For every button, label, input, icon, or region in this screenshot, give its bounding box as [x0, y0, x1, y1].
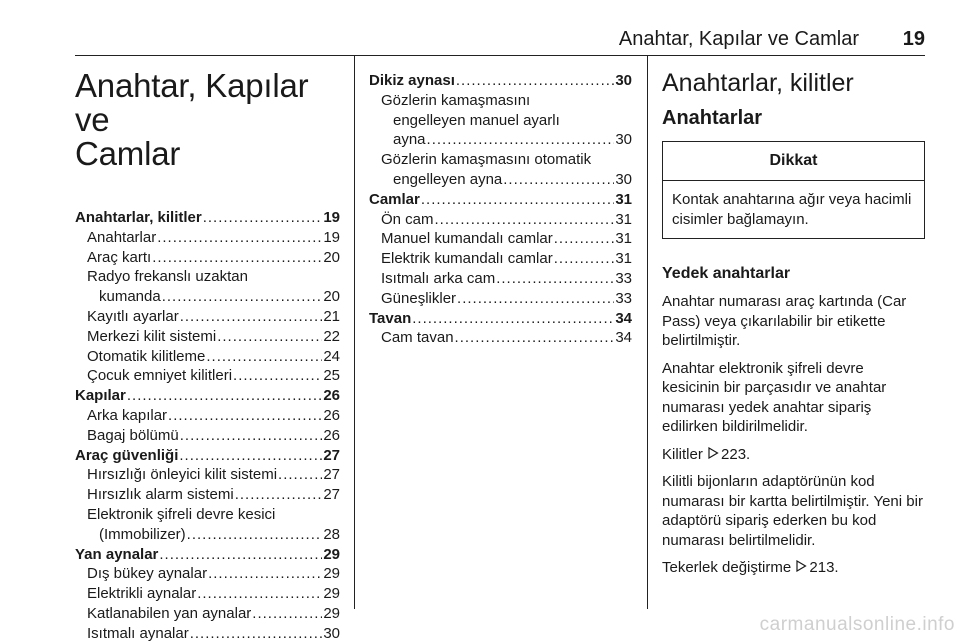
section-title: Anahtarlar, kilitler — [662, 69, 854, 97]
toc-item[interactable]: Gözlerin kamaşmasını engelleyen manuel ayarlı ayna ..... 30 — [369, 91, 632, 150]
toc-section-kapilar[interactable]: Kapılar ..... 26 — [75, 386, 340, 406]
toc-item[interactable]: Çocuk emniyet kilitleri ..... 25 — [75, 366, 340, 386]
toc-section-dikiz-aynasi[interactable]: Dikiz aynası ..... 30 — [369, 71, 632, 91]
page-reference-link[interactable]: 213. — [809, 559, 839, 576]
toc-item[interactable]: Kayıtlı ayarlar ..... 21 — [75, 307, 340, 327]
toc-item[interactable]: Katlanabilen yan aynalar ..... 29 — [75, 604, 340, 624]
table-of-contents-continued — [369, 71, 632, 348]
caution-notice — [662, 141, 925, 239]
content-column — [662, 56, 925, 578]
toc-item[interactable]: Arka kapılar ..... 26 — [75, 406, 340, 426]
toc-section-anahtarlar-kilitler[interactable]: Anahtarlar, kilitler ..... 19 — [75, 208, 340, 228]
toc-item[interactable]: Güneşlikler ..... 33 — [369, 289, 632, 309]
toc-item[interactable]: Elektrik kumandalı camlar ..... 31 — [369, 249, 632, 269]
paragraph: Anahtar elektronik şifreli devre kesicinin bir parçasıdır ve anahtar numarası yedek anahtar sipariş edilirken bildirilmelidir. — [662, 359, 887, 435]
toc-item[interactable]: Anahtarlar ..... 19 — [75, 228, 340, 248]
toc-item[interactable]: Araç kartı ..... 20 — [75, 248, 340, 268]
toc-item[interactable]: Elektrikli aynalar ..... 29 — [75, 584, 340, 604]
watermark: carmanualsonline.info — [759, 614, 955, 635]
toc-item[interactable]: Radyo frekanslı uzaktan kumanda ..... 20 — [75, 267, 340, 307]
toc-column-1 — [75, 56, 340, 644]
chapter-title: Anahtar, Kapılar ve Camlar — [75, 67, 309, 172]
toc-item[interactable]: Otomatik kilitleme ..... 24 — [75, 347, 340, 367]
toc-column-2 — [369, 56, 632, 348]
reference-arrow-icon — [796, 558, 807, 578]
column-divider-1 — [354, 56, 355, 609]
toc-item[interactable]: Dış bükey aynalar ..... 29 — [75, 564, 340, 584]
page-reference-link[interactable]: 223. — [721, 445, 751, 463]
subsection-title: Anahtarlar — [662, 107, 763, 129]
table-of-contents — [75, 208, 340, 644]
running-title: Anahtar, Kapılar ve Camlar — [618, 28, 859, 50]
paragraph: Kilitli bijonların adaptörünün kod numarası bir kartta belirtilmiştir. Yeni bir adaptörü sipariş ederken bu kod numarası belirtilmelidir. — [662, 473, 923, 549]
toc-item[interactable]: Ön cam ..... 31 — [369, 210, 632, 230]
toc-item[interactable]: Manuel kumandalı camlar ..... 31 — [369, 229, 632, 249]
reference-arrow-icon — [708, 445, 719, 465]
toc-section-camlar[interactable]: Camlar ..... 31 — [369, 190, 632, 210]
toc-item[interactable]: Merkezi kilit sistemi ..... 22 — [75, 327, 340, 347]
running-header — [75, 28, 925, 54]
toc-item[interactable]: Hırsızlık alarm sistemi ..... 27 — [75, 485, 340, 505]
caution-notice-text: Kontak anahtarına ağır veya hacimli cisimler bağlamayın. — [672, 191, 912, 228]
toc-section-arac-guvenligi[interactable]: Araç güvenliği ..... 27 — [75, 446, 340, 466]
paragraph-cross-reference: Kilitler 223. — [662, 445, 751, 463]
paragraph: Anahtar numarası araç kartında (Car Pass) veya çıkarılabilir bir etikette belirtilmiştir. — [662, 293, 907, 349]
toc-item[interactable]: Gözlerin kamaşmasını otomatik engelleyen ayna ..... 30 — [369, 150, 632, 190]
toc-item[interactable]: Cam tavan ..... 34 — [369, 328, 632, 348]
page-number: 19 — [902, 28, 925, 50]
toc-item[interactable]: Hırsızlığı önleyici kilit sistemi ..... 27 — [75, 465, 340, 485]
toc-item[interactable]: Isıtmalı arka cam ..... 33 — [369, 269, 632, 289]
caution-notice-heading: Dikkat — [663, 142, 924, 181]
toc-item[interactable]: Elektronik şifreli devre kesici (Immobilizer) ..... 28 — [75, 505, 340, 545]
toc-section-tavan[interactable]: Tavan ..... 34 — [369, 309, 632, 329]
column-divider-2 — [647, 56, 648, 609]
paragraph-cross-reference: Tekerlek değiştirme 213. — [662, 559, 839, 576]
toc-item[interactable]: Isıtmalı aynalar ..... 30 — [75, 624, 340, 644]
spare-keys-heading: Yedek anahtarlar — [662, 265, 791, 282]
toc-section-yan-aynalar[interactable]: Yan aynalar ..... 29 — [75, 545, 340, 565]
toc-item[interactable]: Bagaj bölümü ..... 26 — [75, 426, 340, 446]
